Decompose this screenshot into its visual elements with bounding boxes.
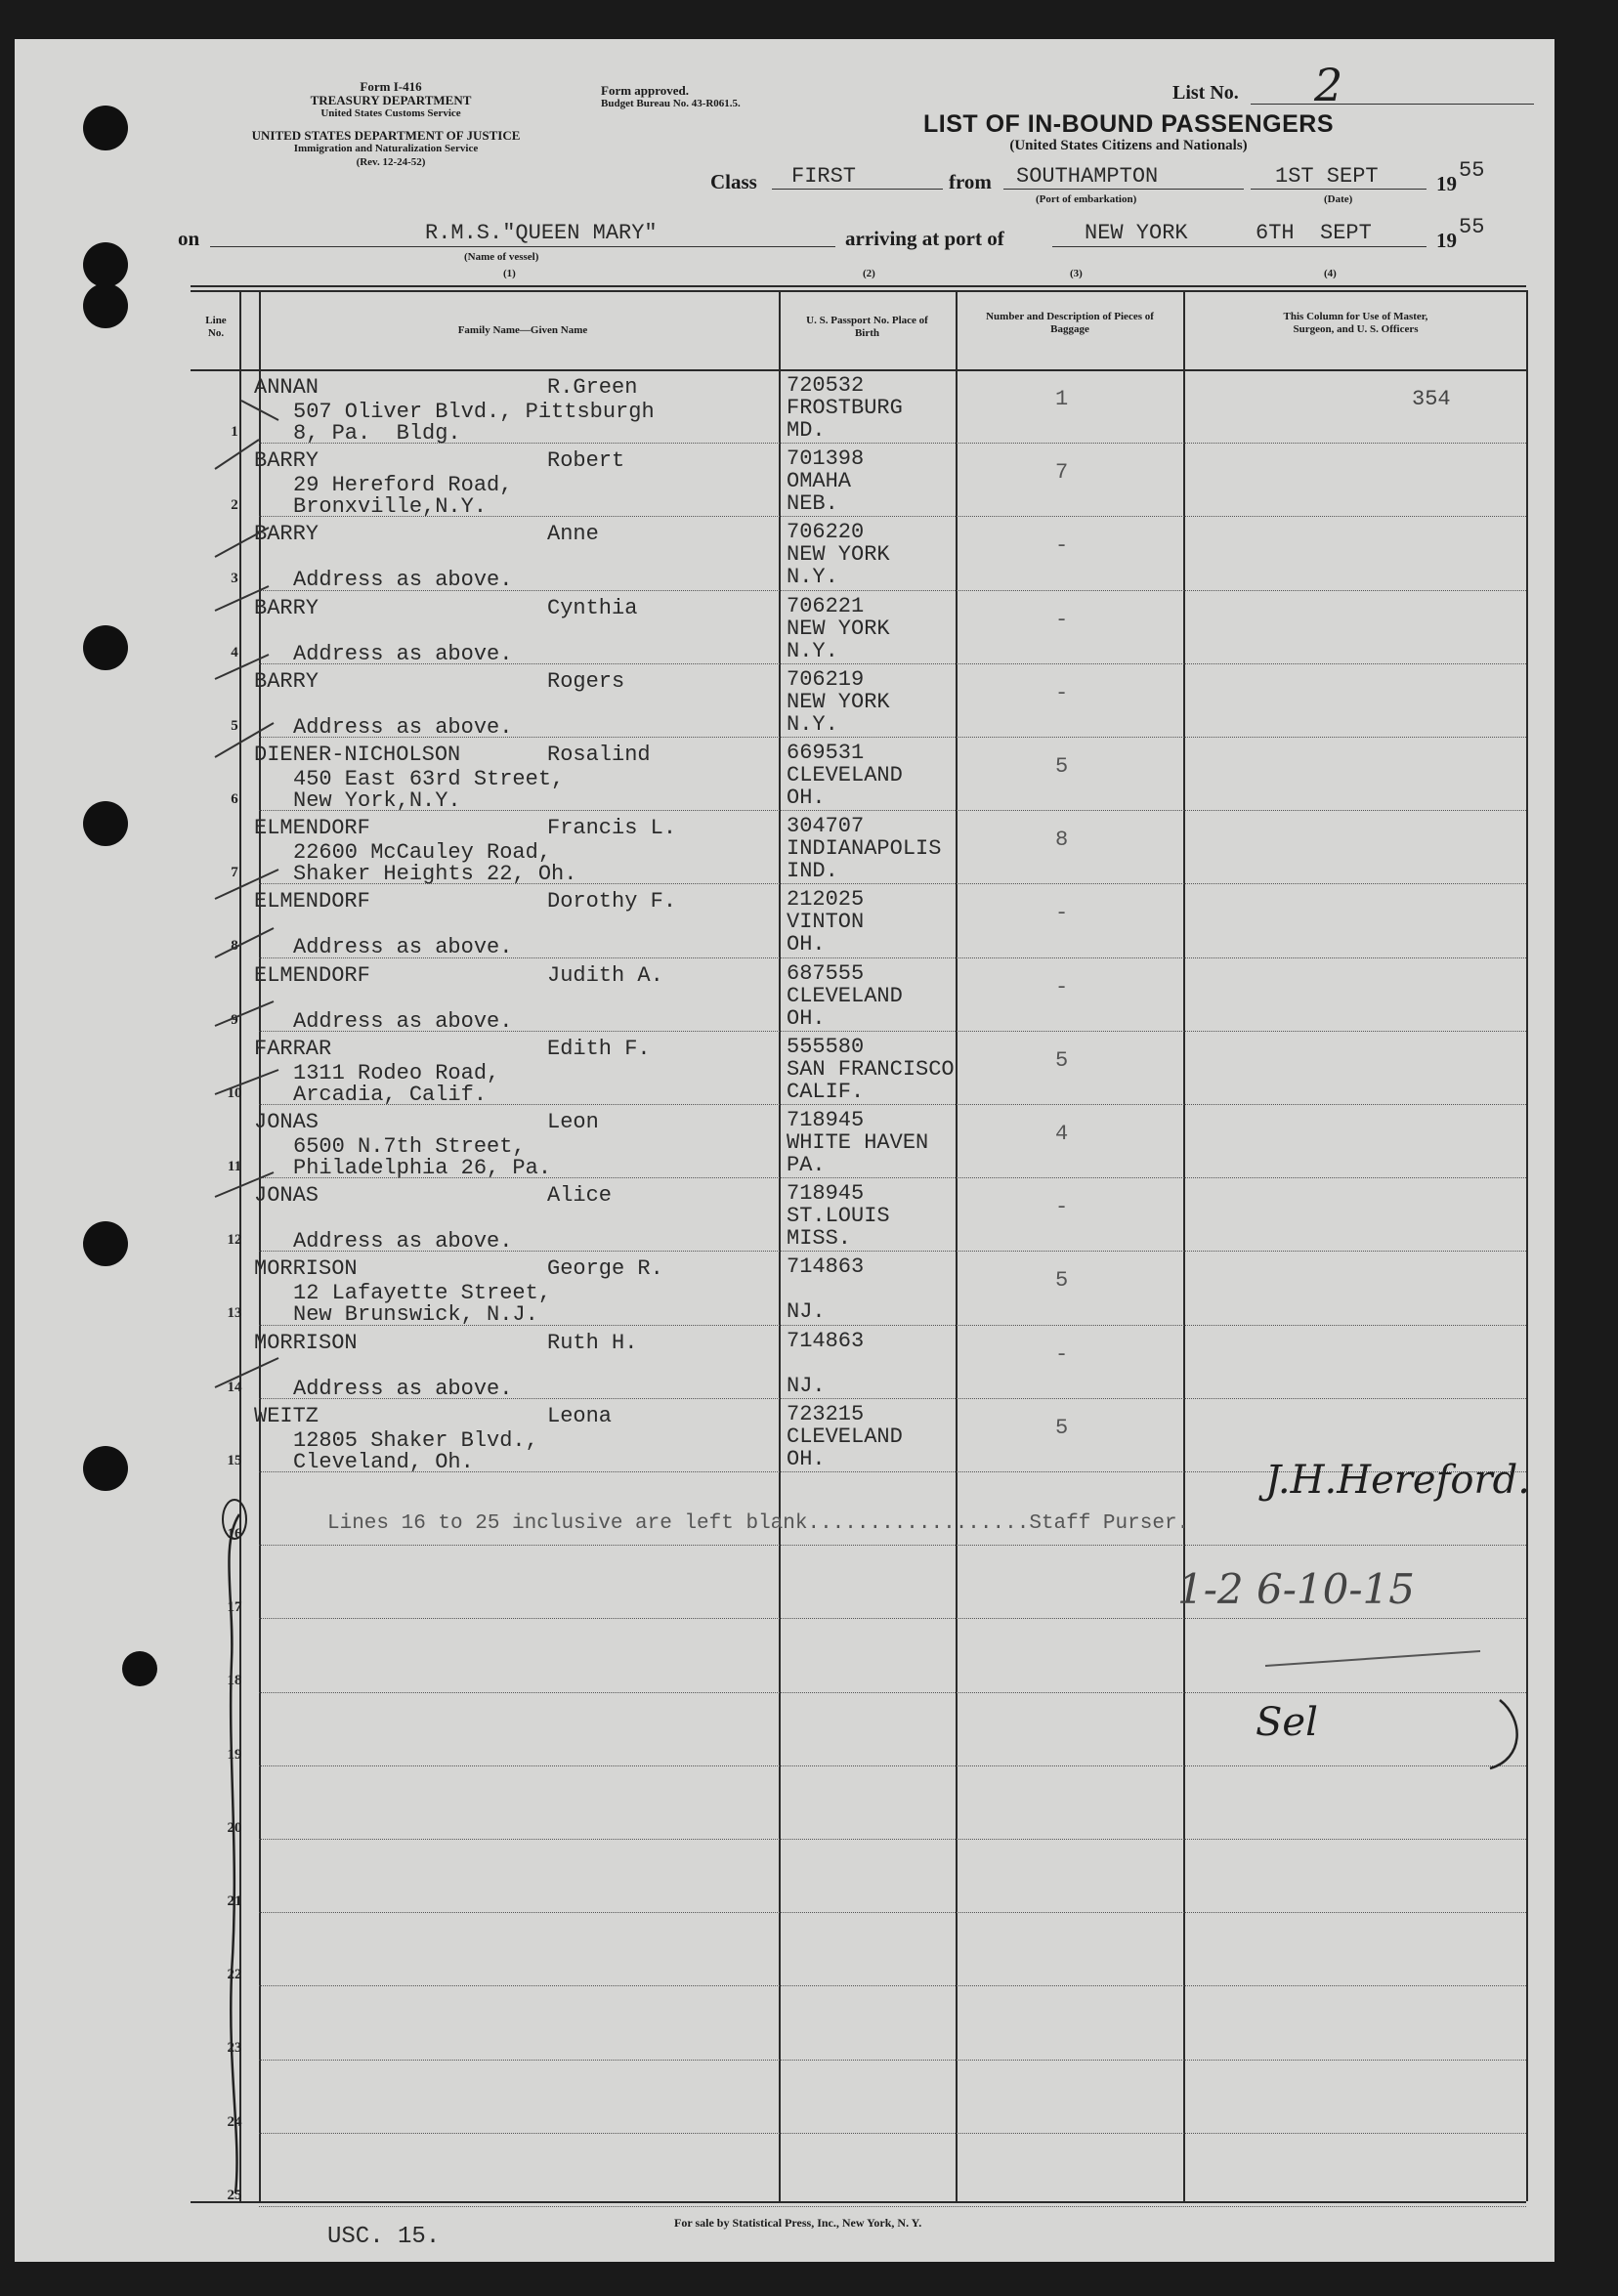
birth-place: WHITE HAVEN <box>787 1130 929 1155</box>
line-number: 19 <box>227 1746 242 1763</box>
given-name: Robert <box>547 448 625 474</box>
passport-number: 304707 <box>787 814 865 839</box>
col-header-baggage: Number and Description of Pieces of Baggage <box>986 311 1154 335</box>
baggage-count: 8 <box>1055 828 1069 853</box>
list-label: List No. <box>1172 82 1239 104</box>
birth-state: IND. <box>787 859 838 884</box>
year-prefix: 19 <box>1436 172 1457 195</box>
given-name: Ruth H. <box>547 1330 638 1355</box>
birth-place: CLEVELAND <box>787 983 903 1008</box>
address-line-2: Bronxville,N.Y. <box>293 494 488 520</box>
birth-state: MD. <box>787 418 826 443</box>
birth-state: OH. <box>787 932 826 957</box>
line-number: 12 <box>227 1232 242 1249</box>
line-number: 1 <box>231 424 238 440</box>
line-number: 2 <box>231 497 238 514</box>
given-name: Leon <box>547 1110 599 1134</box>
form-approved: Form approved. <box>601 83 690 98</box>
baggage-count: 5 <box>1055 754 1069 779</box>
blank-lines-note: Lines 16 to 25 inclusive are left blank..................Staff Purser. <box>327 1512 1190 1535</box>
given-name: Rosalind <box>547 743 651 767</box>
officer-note: 354 <box>1412 387 1451 411</box>
passport-number: 706221 <box>787 593 865 618</box>
line-number: 4 <box>231 644 238 660</box>
birth-state: PA. <box>787 1153 826 1177</box>
passport-number: 714863 <box>787 1254 865 1280</box>
page-title: LIST OF IN-BOUND PASSENGERS <box>922 110 1334 138</box>
passport-number: 555580 <box>787 1034 865 1059</box>
arrival-date: 6TH SEPT <box>1256 221 1372 245</box>
col-header-passport: U. S. Passport No. Place of Birth <box>806 315 928 339</box>
arriving-label: arriving at port of <box>845 227 1004 250</box>
given-name: Leona <box>547 1403 613 1428</box>
form-id: Form I-416 <box>360 79 422 94</box>
address-line-2: New Brunswick, N.J. <box>293 1302 538 1328</box>
line-number: 8 <box>231 938 238 955</box>
given-name: Francis L. <box>547 816 677 841</box>
address-line-2: Address as above. <box>293 935 513 960</box>
baggage-count: 7 <box>1055 460 1069 486</box>
birth-state: NJ. <box>787 1373 826 1398</box>
revision: (Rev. 12-24-52) <box>356 156 426 168</box>
birth-state: N.Y. <box>787 711 838 737</box>
address-line-2: Shaker Heights 22, Oh. <box>293 862 577 887</box>
class-label: Class <box>710 170 757 193</box>
family-name: BARRY <box>254 522 319 547</box>
arrival-year-prefix: 19 <box>1436 229 1457 252</box>
family-name: ELMENDORF <box>254 816 370 841</box>
from-label: from <box>949 170 992 193</box>
page-subtitle: (United States Citizens and Nationals) <box>1009 138 1248 153</box>
footer-code: USC. 15. <box>327 2224 441 2250</box>
col-marker-4: (4) <box>1324 268 1337 279</box>
address-line-2: New York,N.Y. <box>293 788 461 813</box>
col-header-name: Family Name—Given Name <box>457 324 588 336</box>
line-number: 7 <box>231 865 238 881</box>
baggage-count: - <box>1055 1195 1069 1220</box>
family-name: JONAS <box>254 1110 319 1134</box>
col-marker-1: (1) <box>503 268 516 279</box>
class-value: FIRST <box>791 164 857 189</box>
baggage-count: 4 <box>1055 1122 1069 1146</box>
birth-place: FROSTBURG <box>787 396 903 420</box>
birth-state: OH. <box>787 1005 826 1031</box>
line-number: 13 <box>227 1305 242 1322</box>
baggage-count: 5 <box>1055 1047 1069 1073</box>
family-name: DIENER-NICHOLSON <box>254 743 461 767</box>
address-line-1: 1311 Rodeo Road, <box>293 1060 500 1085</box>
col-marker-2: (2) <box>863 268 875 279</box>
baggage-count: 1 <box>1055 387 1069 411</box>
baggage-count: - <box>1055 901 1069 926</box>
birth-place: SAN FRANCISCO <box>787 1056 955 1082</box>
passport-number: 701398 <box>787 446 865 472</box>
address-line-2: Cleveland, Oh. <box>293 1449 474 1474</box>
baggage-count: 5 <box>1055 1415 1069 1440</box>
treasury-dept: TREASURY DEPARTMENT <box>310 93 472 107</box>
family-name: WEITZ <box>254 1403 319 1428</box>
address-line-1: 12 Lafayette Street, <box>293 1281 552 1306</box>
port-of-embarkation: SOUTHAMPTON <box>1016 164 1159 189</box>
embark-date: 1ST SEPT <box>1275 164 1379 189</box>
on-label: on <box>178 227 200 250</box>
birth-state: CALIF. <box>787 1079 865 1104</box>
line-number: 17 <box>227 1599 242 1616</box>
passport-number: 718945 <box>787 1181 865 1207</box>
passport-number: 706219 <box>787 666 865 692</box>
family-name: ELMENDORF <box>254 889 370 914</box>
birth-place: CLEVELAND <box>787 1424 903 1449</box>
address-line-2: Philadelphia 26, Pa. <box>293 1156 552 1180</box>
purser-signature: J.H.Hereford. <box>1265 1458 1530 1503</box>
line-number: 23 <box>227 2040 242 2057</box>
passport-number: 687555 <box>787 960 865 986</box>
col-header-officers: This Column for Use of Master, Surgeon, and U. S. Officers <box>1283 311 1428 335</box>
address-line-1: 29 Hereford Road, <box>293 473 513 498</box>
line-number: 11 <box>227 1159 242 1174</box>
address-line-2: Address as above. <box>293 714 513 740</box>
address-line-1: 22600 McCauley Road, <box>293 840 552 866</box>
birth-place: CLEVELAND <box>787 763 903 787</box>
budget-bureau: Budget Bureau No. 43-R061.5. <box>601 98 741 109</box>
birth-place: NEW YORK <box>787 542 890 568</box>
given-name: Dorothy F. <box>547 889 677 914</box>
family-name: JONAS <box>254 1183 319 1209</box>
baggage-count: - <box>1055 607 1069 632</box>
given-name: Anne <box>547 522 599 547</box>
line-number: 15 <box>227 1452 242 1468</box>
birth-state: OH. <box>787 1446 826 1471</box>
family-name: BARRY <box>254 595 319 620</box>
address-line-2: Address as above. <box>293 568 513 593</box>
given-name: George R. <box>547 1256 663 1282</box>
vessel-caption: (Name of vessel) <box>464 251 539 263</box>
family-name: MORRISON <box>254 1256 358 1282</box>
given-name: Edith F. <box>547 1036 651 1061</box>
check-marks <box>15 39 1554 2262</box>
line-number: 20 <box>227 1819 242 1836</box>
line-number: 3 <box>231 571 238 587</box>
passport-number: 212025 <box>787 887 865 913</box>
line-number: 21 <box>227 1893 242 1909</box>
passport-number: 706220 <box>787 520 865 545</box>
birth-place: OMAHA <box>787 469 852 494</box>
line-number: 24 <box>227 2113 242 2130</box>
birth-state: N.Y. <box>787 565 838 590</box>
line-number: 22 <box>227 1967 242 1983</box>
manifest-sheet <box>15 39 1554 2262</box>
birth-place: NEW YORK <box>787 689 890 714</box>
baggage-count: - <box>1055 680 1069 705</box>
address-line-2: 8, Pa. Bldg. <box>293 421 461 446</box>
port-caption: (Port of embarkation) <box>1036 193 1137 205</box>
family-name: BARRY <box>254 668 319 694</box>
arrival-port: NEW YORK <box>1085 221 1188 245</box>
passport-number: 723215 <box>787 1401 865 1426</box>
baggage-count: 5 <box>1055 1268 1069 1294</box>
line-number: 9 <box>231 1011 238 1028</box>
list-number: 2 <box>1314 59 1343 111</box>
arrival-year-suffix: 55 <box>1459 215 1485 239</box>
given-name: Alice <box>547 1183 613 1209</box>
line-number: 16 <box>227 1526 242 1542</box>
passport-number: 714863 <box>787 1328 865 1353</box>
given-name: Cynthia <box>547 595 638 620</box>
handwritten-reference: 1-2 6-10-15 <box>1177 1565 1415 1613</box>
address-line-2: Address as above. <box>293 1376 513 1401</box>
family-name: BARRY <box>254 448 319 474</box>
birth-state: NEB. <box>787 491 838 517</box>
family-name: FARRAR <box>254 1036 332 1061</box>
birth-place: VINTON <box>787 910 865 935</box>
col-marker-3: (3) <box>1070 268 1083 279</box>
address-line-2: Address as above. <box>293 641 513 666</box>
birth-place: NEW YORK <box>787 616 890 641</box>
birth-place: ST.LOUIS <box>787 1204 890 1229</box>
justice-dept: UNITED STATES DEPARTMENT OF JUSTICE <box>251 128 521 143</box>
passport-number: 669531 <box>787 741 865 765</box>
passport-number: 720532 <box>787 373 865 398</box>
ins-service: Immigration and Naturalization Service <box>293 143 479 154</box>
col-header-line-no: Line No. <box>205 315 227 339</box>
passport-number: 718945 <box>787 1108 865 1132</box>
address-line-1: 6500 N.7th Street, <box>293 1134 526 1159</box>
address-line-1: 12805 Shaker Blvd., <box>293 1427 538 1453</box>
line-number: 14 <box>227 1379 242 1395</box>
address-line-2: Address as above. <box>293 1229 513 1254</box>
birth-state: NJ. <box>787 1299 826 1325</box>
given-name: R.Green <box>547 375 638 400</box>
line-number: 18 <box>227 1673 242 1689</box>
year-suffix: 55 <box>1459 158 1485 183</box>
address-line-2: Address as above. <box>293 1008 513 1034</box>
address-line-2: Arcadia, Calif. <box>293 1082 488 1107</box>
line-number: 10 <box>227 1084 242 1101</box>
line-number: 25 <box>227 2187 242 2203</box>
address-line-1: 507 Oliver Blvd., Pittsburgh <box>293 400 655 424</box>
line-number: 5 <box>231 717 238 734</box>
handwritten-initials: Sel <box>1256 1700 1318 1745</box>
date-caption: (Date) <box>1324 193 1353 205</box>
baggage-count: - <box>1055 1341 1069 1367</box>
baggage-count: - <box>1055 533 1069 559</box>
customs-service: United States Customs Service <box>320 107 461 119</box>
family-name: ELMENDORF <box>254 962 370 988</box>
address-line-1: 450 East 63rd Street, <box>293 767 565 791</box>
birth-place: INDIANAPOLIS <box>787 836 942 862</box>
birth-state: OH. <box>787 786 826 810</box>
given-name: Judith A. <box>547 962 663 988</box>
line-number: 6 <box>231 791 238 807</box>
baggage-count: - <box>1055 974 1069 999</box>
family-name: ANNAN <box>254 375 319 400</box>
birth-state: MISS. <box>787 1226 852 1252</box>
birth-state: N.Y. <box>787 638 838 663</box>
vessel-name: R.M.S."QUEEN MARY" <box>425 221 658 245</box>
footer-printer: For sale by Statistical Press, Inc., New York, N. Y. <box>674 2216 922 2230</box>
given-name: Rogers <box>547 668 625 694</box>
family-name: MORRISON <box>254 1330 358 1355</box>
